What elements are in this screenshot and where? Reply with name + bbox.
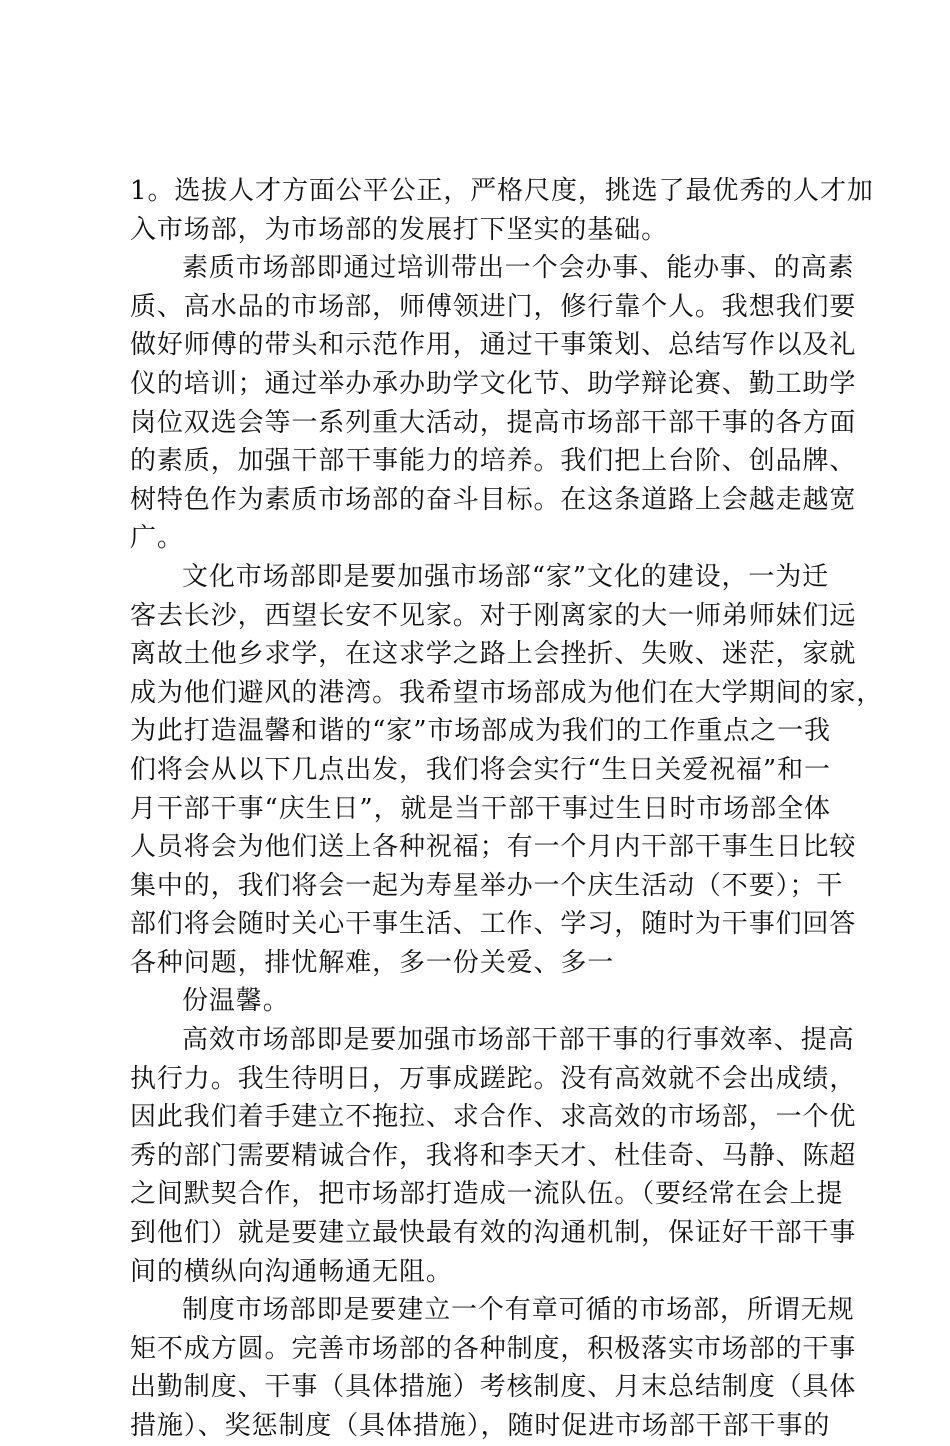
text-line: 为此打造温馨和谐的“家”市场部成为我们的工作重点之一我 xyxy=(130,716,831,747)
text-line: 质、高水品的市场部，师傅领进门，修行靠个人。我想我们要 xyxy=(130,291,857,322)
text-line: 文化市场部即是要加强市场部“家”文化的建设，一为迁 xyxy=(182,561,830,592)
text-line: 出勤制度、干事（具体措施）考核制度、月末总结制度（具体 xyxy=(130,1372,857,1403)
text-line: 离故土他乡求学，在这求学之路上会挫折、失败、迷茫，家就 xyxy=(130,639,857,670)
text-line: 间的横纵向沟通畅通无阻。 xyxy=(130,1256,453,1287)
document-body xyxy=(130,172,884,1446)
text-line: 措施）、奖惩制度（具体措施），随时促进市场部干部干事的 xyxy=(130,1411,831,1441)
text-line: 们将会从以下几点出发，我们将会实行“生日关爱祝福”和一 xyxy=(130,754,831,785)
text-line: 制度市场部即是要建立一个有章可循的市场部，所谓无规 xyxy=(182,1295,855,1326)
text-line: 执行力。我生待明日，万事成蹉跎。没有高效就不会出成绩， xyxy=(130,1063,857,1094)
text-line: 部们将会随时关心干事生活、工作、学习，随时为干事们回答 xyxy=(130,909,857,940)
text-line: 1。选拔人才方面公平公正，严格尺度，挑选了最优秀的人才加 xyxy=(130,176,874,206)
text-line: 入市场部，为市场部的发展打下坚实的基础。 xyxy=(130,214,669,245)
text-line: 的素质，加强干部干事能力的培养。我们把上台阶、创品牌、 xyxy=(130,446,857,477)
text-line: 月干部干事“庆生日”，就是当干部干事过生日时市场部全体 xyxy=(130,793,831,824)
text-line: 做好师傅的带头和示范作用，通过干事策划、总结写作以及礼 xyxy=(130,330,857,361)
text-line: 秀的部门需要精诚合作，我将和李天才、杜佳奇、马静、陈超 xyxy=(130,1140,857,1171)
text-line: 矩不成方圆。完善市场部的各种制度，积极落实市场部的干事 xyxy=(130,1333,857,1364)
text-line: 人员将会为他们送上各种祝福；有一个月内干部干事生日比较 xyxy=(130,832,857,863)
text-line: 广。 xyxy=(130,523,184,554)
text-line: 成为他们避风的港湾。我希望市场部成为他们在大学期间的家， xyxy=(130,677,884,708)
text-line: 各种问题，排忧解难，多一份关爱、多一 xyxy=(130,947,615,978)
text-line: 因此我们着手建立不拖拉、求合作、求高效的市场部，一个优 xyxy=(130,1102,857,1133)
text-line: 集中的，我们将会一起为寿星举办一个庆生活动（不要）；干 xyxy=(130,870,844,901)
text-line: 高效市场部即是要加强市场部干部干事的行事效率、提高 xyxy=(182,1025,855,1056)
text-line: 之间默契合作，把市场部打造成一流队伍。（要经常在会上提 xyxy=(130,1179,844,1210)
text-line: 份温馨。 xyxy=(182,986,290,1017)
text-line: 素质市场部即通过培训带出一个会办事、能办事、的高素 xyxy=(182,253,855,284)
text-line: 树特色作为素质市场部的奋斗目标。在这条道路上会越走越宽 xyxy=(130,484,857,515)
text-line: 客去长沙，西望长安不见家。对于刚离家的大一师弟师妹们远 xyxy=(130,600,857,631)
text-line: 仪的培训；通过举办承办助学文化节、助学辩论赛、勤工助学 xyxy=(130,368,857,399)
text-line: 到他们）就是要建立最快最有效的沟通机制，保证好干部干事 xyxy=(130,1218,857,1249)
text-line: 岗位双选会等一系列重大活动，提高市场部干部干事的各方面 xyxy=(130,407,857,438)
